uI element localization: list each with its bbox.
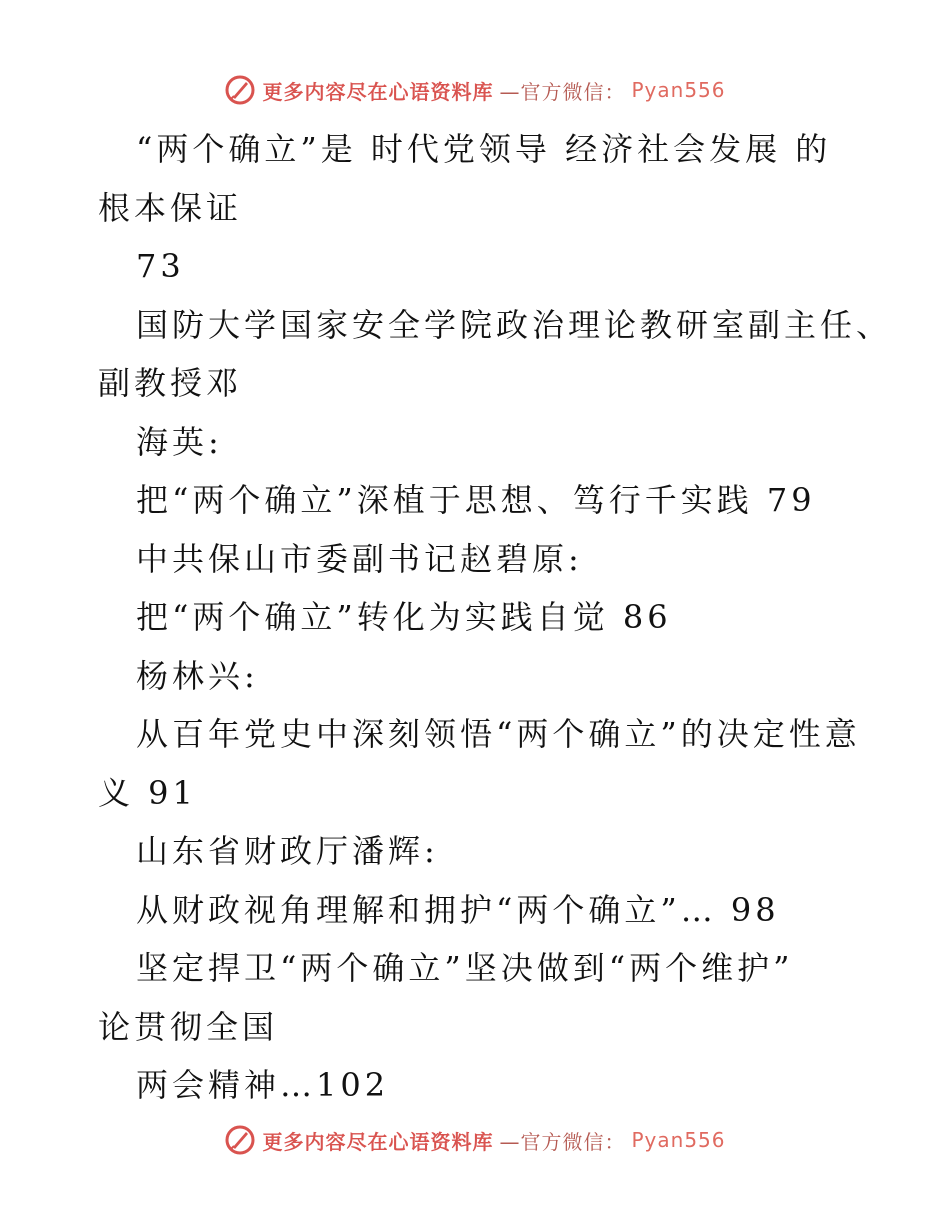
watermark-label: —官方微信： <box>499 79 626 104</box>
text-line: 国防大学国家安全学院政治理论教研室副主任、 <box>136 305 893 344</box>
text-line: 山东省财政厅潘辉: <box>136 832 439 870</box>
watermark-header <box>0 70 950 110</box>
watermark-brand: 更多内容尽在心语资料库 <box>262 79 494 104</box>
text-line: 从财政视角理解和拥护“两个确立”… 98 <box>136 890 780 929</box>
text-line: 海英: <box>136 422 223 461</box>
watermark-wechat-id: Pyan556 <box>631 1128 726 1152</box>
text-line: 杨林兴: <box>136 656 259 695</box>
text-line: 副教授邓 <box>98 364 243 402</box>
text-line: 两会精神…102 <box>136 1066 390 1104</box>
text-line: 根本保证 <box>98 188 243 227</box>
document-body <box>98 120 898 1115</box>
text-line: 把“两个确立”深植于思想、笃行千实践 79 <box>136 481 816 519</box>
text-line: 坚定捍卫“两个确立”坚决做到“两个维护” <box>136 949 794 987</box>
text-line: 中共保山市委副书记赵碧原: <box>136 539 583 578</box>
text-line: 从百年党史中深刻领悟“两个确立”的决定性意 <box>136 715 861 753</box>
text-line: 义 91 <box>98 773 197 812</box>
watermark-wechat-id: Pyan556 <box>631 78 726 102</box>
page-number: 73 <box>136 247 185 285</box>
watermark-label: —官方微信： <box>499 1129 626 1154</box>
text-line: 把“两个确立”转化为实践自觉 86 <box>136 598 672 636</box>
quill-logo-icon <box>224 1124 256 1156</box>
watermark-footer <box>0 1120 950 1160</box>
text-line: 论贯彻全国 <box>98 1007 279 1046</box>
text-line: “两个确立”是 时代党领导 经济社会发展 的 <box>136 130 832 168</box>
watermark-brand: 更多内容尽在心语资料库 <box>262 1129 494 1154</box>
quill-logo-icon <box>224 74 256 106</box>
